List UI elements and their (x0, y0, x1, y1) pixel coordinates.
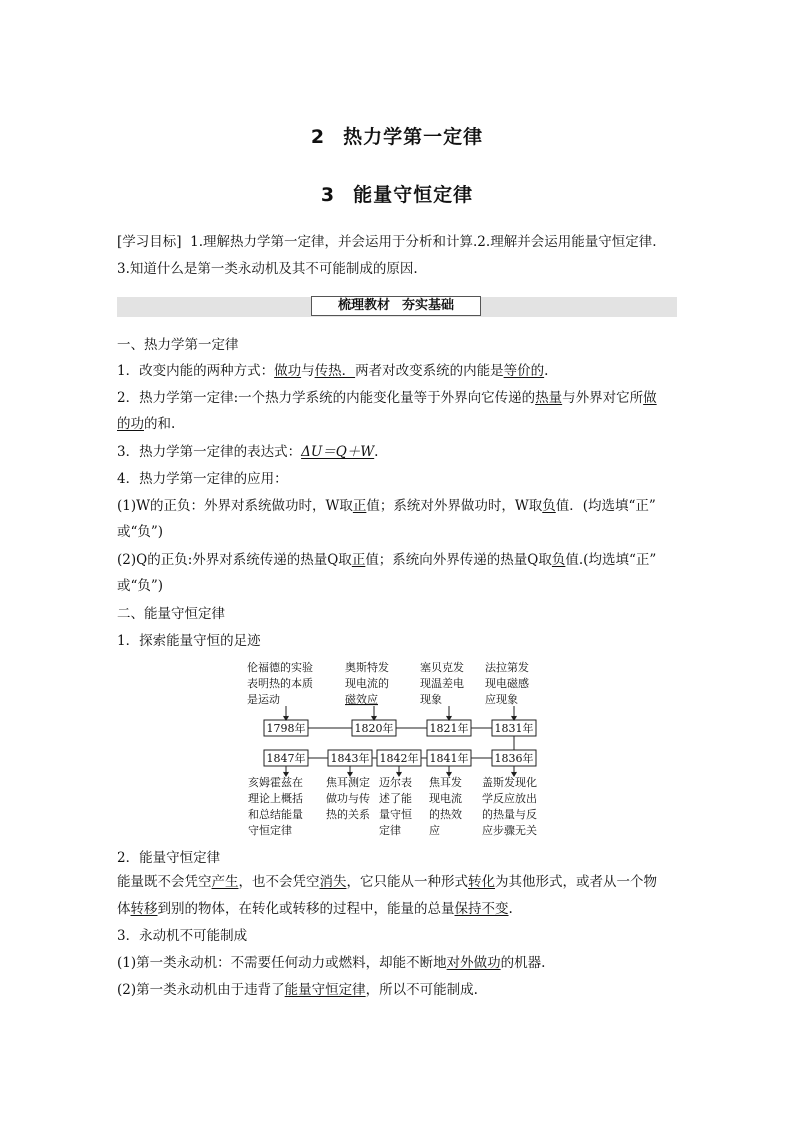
item3-post: . (374, 444, 379, 460)
timeline-arrow-top-3-head (512, 716, 517, 720)
timeline-note-top-2-2: 现象 (420, 693, 442, 706)
answer-negative-w: 负 (542, 498, 556, 514)
timeline-note-bottom-0-2: 和总结能量 (248, 808, 303, 821)
timeline-year-top-1: 1820年 (354, 722, 394, 735)
section1-item1 (117, 361, 687, 381)
item1-middle: 两者对改变系统的内能是 (355, 363, 504, 379)
timeline-note-bottom-2-1: 述了能 (379, 792, 412, 805)
answer-do-work: 对外做功 (446, 955, 501, 971)
perpetual-motion-1 (117, 953, 687, 973)
law-text-1: 能量既不会凭空 (117, 874, 212, 890)
sub2-post: 值.(均选填“正” (565, 552, 657, 568)
timeline-year-bottom-2: 1842年 (379, 752, 419, 765)
item1-pre: 1．改变内能的两种方式： (117, 363, 275, 379)
section2-heading: 二、能量守恒定律 (117, 606, 225, 622)
answer-heat-transfer: 传热． (314, 363, 356, 379)
timeline-note-bottom-4-1: 学反应放出 (482, 792, 537, 805)
item1-connector: 与 (301, 363, 315, 379)
answer-work: 做功 (274, 363, 302, 379)
timeline-note-top-3-1: 现电磁感 (485, 677, 529, 690)
chapter-title-2-text: 能量守恒定律 (353, 184, 474, 206)
law-text-4: 为其他形式，或者从一个物 (495, 874, 657, 890)
timeline-year-bottom-1: 1843年 (330, 752, 370, 765)
answer-destroyed: 消失 (319, 874, 347, 890)
answer-work-part1: 做 (643, 390, 657, 406)
answer-transferred: 转移 (130, 901, 158, 917)
conservation-law-line1 (117, 872, 687, 892)
sub1-pre: (1)W的正负：外界对系统做功时，W取 (117, 498, 353, 514)
timeline-note-top-1-2: 磁效应 (345, 693, 378, 706)
sub1-middle: 值；系统对外界做功时，W取 (366, 498, 543, 514)
item3-pre: 3．热力学第一定律的表达式： (117, 444, 302, 460)
timeline-arrow-top-0-head (284, 716, 289, 720)
timeline-note-bottom-0-1: 理论上概括 (248, 792, 303, 805)
item1-end: . (544, 363, 549, 379)
section1-item3 (117, 442, 687, 462)
answer-created: 产生 (211, 874, 239, 890)
objectives-text-1: 1.理解热力学第一定律，并会运用于分析和计算.2.理解并会运用能量守恒定律. (190, 234, 657, 250)
timeline-note-bottom-2-3: 定律 (379, 824, 401, 837)
section1-item2 (117, 388, 687, 408)
law-text-7: . (508, 901, 513, 917)
timeline-note-top-0-1: 表明热的本质 (247, 677, 313, 690)
timeline-note-bottom-4-3: 应步骤无关 (482, 824, 537, 837)
answer-converted: 转化 (468, 874, 495, 890)
objectives-label: [学习目标] (117, 234, 182, 250)
chapter-number-1: 2 (310, 126, 326, 148)
timeline-note-bottom-1-2: 热的关系 (326, 808, 370, 821)
answer-conservation-law: 能量守恒定律 (284, 982, 366, 998)
banner-left: 梳理教材 (337, 298, 390, 313)
timeline-note-top-3-0: 法拉第发 (485, 661, 529, 674)
timeline-year-top-3: 1831年 (494, 722, 534, 735)
answer-positive-q: 正 (351, 552, 366, 568)
timeline-note-bottom-3-3: 应 (429, 824, 440, 837)
answer-heat: 热量 (535, 390, 563, 406)
timeline-note-bottom-1-0: 焦耳测定 (326, 776, 370, 789)
law-text-3: ，它只能从一种形式 (346, 874, 468, 890)
chapter-title-2 (0, 180, 794, 207)
timeline-year-bottom-4: 1836年 (494, 752, 534, 765)
section-banner (117, 297, 677, 317)
section1-item4: 4．热力学第一定律的应用： (117, 471, 288, 487)
timeline-note-bottom-2-2: 量守恒 (379, 808, 412, 821)
timeline-year-bottom-0: 1847年 (266, 752, 306, 765)
objectives-line-1 (117, 232, 687, 252)
timeline-note-bottom-4-0: 盖斯发现化 (482, 776, 537, 789)
pm1-post: 的机器. (500, 955, 546, 971)
timeline-note-bottom-3-0: 焦耳发 (429, 776, 462, 789)
banner-box (311, 296, 481, 316)
banner-right: 夯实基础 (402, 298, 455, 313)
timeline-note-top-2-0: 塞贝克发 (420, 661, 464, 674)
section1-sub2 (117, 550, 687, 570)
item2-pre: 2．热力学第一定律:一个热力学系统的内能变化量等于外界向它传递的 (117, 390, 536, 406)
timeline-note-top-3-2: 应现象 (485, 693, 518, 706)
law-text-2: ，也不会凭空 (238, 874, 320, 890)
sub2-pre: (2)Q的正负:外界对系统传递的热量Q取 (117, 552, 352, 568)
timeline-note-top-0-0: 伦福德的实验 (247, 661, 313, 674)
pm2-pre: (2)第一类永动机由于违背了 (117, 982, 285, 998)
section2-item2: 2．能量守恒定律 (117, 850, 221, 866)
timeline-note-bottom-0-3: 守恒定律 (248, 824, 292, 837)
timeline-note-bottom-3-1: 现电流 (429, 792, 462, 805)
section2-item3: 3．永动机不可能制成 (117, 928, 248, 944)
pm2-post: ，所以不可能制成. (365, 982, 478, 998)
chapter-title-1 (0, 122, 794, 149)
law-text-5: 体 (117, 901, 131, 917)
section2-item1: 1．探索能量守恒的足迹 (117, 633, 261, 649)
timeline-note-bottom-3-2: 的热效 (429, 808, 462, 821)
pm1-pre: (1)第一类永动机：不需要任何动力或燃料，却能不断地 (117, 955, 447, 971)
objectives-text-2: 3.知道什么是第一类永动机及其不可能制成的原因. (117, 261, 418, 277)
section1-sub2-cont: 或“负”) (117, 578, 164, 594)
answer-equivalent: 等价的 (503, 363, 545, 379)
timeline-arrow-top-2-head (447, 716, 452, 720)
section1-sub1-cont: 或“负”) (117, 524, 164, 540)
timeline-note-top-1-1: 现电流的 (345, 677, 389, 690)
sub1-post: 值．(均选填“正” (555, 498, 656, 514)
sub2-middle: 值；系统向外界传递的热量Q取 (365, 552, 552, 568)
conservation-law-line2 (117, 899, 687, 919)
timeline-note-top-2-1: 现温差电 (420, 677, 464, 690)
item2-middle: 与外界对它所 (562, 390, 644, 406)
objectives-line-2 (117, 259, 687, 279)
timeline-note-bottom-0-0: 亥姆霍兹在 (248, 776, 303, 789)
timeline-arrow-top-1-head (372, 716, 377, 720)
timeline-year-top-0: 1798年 (266, 722, 306, 735)
timeline-note-bottom-4-2: 的热量与反 (482, 808, 537, 821)
perpetual-motion-2 (117, 980, 687, 1000)
answer-negative-q: 负 (551, 552, 566, 568)
timeline-note-top-0-2: 是运动 (247, 693, 280, 706)
answer-work-part2: 的功 (117, 416, 144, 432)
chapter-number-2: 3 (320, 184, 336, 206)
timeline-year-top-2: 1821年 (429, 722, 469, 735)
energy-timeline-diagram (240, 658, 560, 843)
timeline-note-top-1-0: 奥斯特发 (345, 661, 389, 674)
timeline-note-bottom-2-0: 迈尔表 (379, 776, 412, 789)
chapter-title-1-text: 热力学第一定律 (343, 126, 484, 148)
section1-item2-cont (117, 414, 687, 434)
section1-sub1 (117, 496, 687, 516)
timeline-note-bottom-1-1: 做功与传 (326, 792, 370, 805)
law-text-6: 到别的物体，在转化或转移的过程中，能量的总量 (157, 901, 455, 917)
answer-positive-w: 正 (352, 498, 367, 514)
item2-post: 的和. (144, 416, 176, 432)
section1-heading: 一、热力学第一定律 (117, 337, 239, 353)
first-law-formula: ΔU＝Q＋W (301, 444, 375, 460)
timeline-year-bottom-3: 1841年 (429, 752, 469, 765)
answer-unchanged: 保持不变 (454, 901, 509, 917)
